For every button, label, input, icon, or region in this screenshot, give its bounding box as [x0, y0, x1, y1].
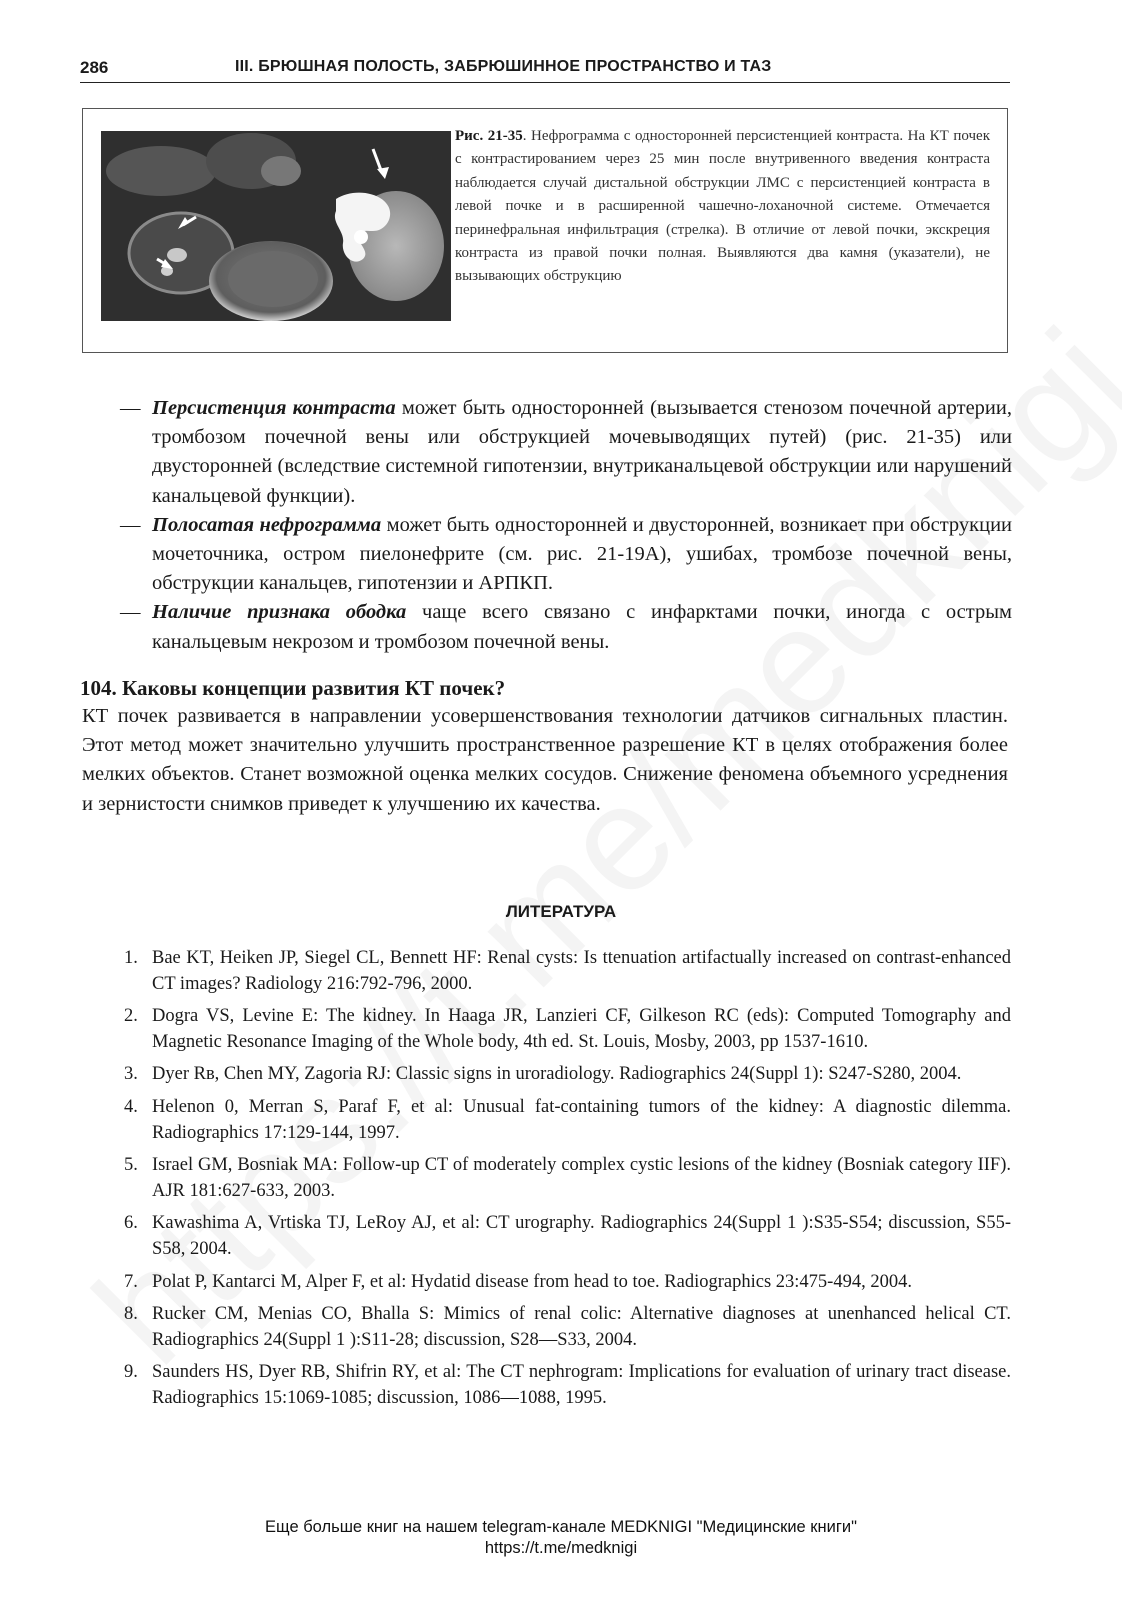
- question-title: 104. Каковы концепции развития КТ почек?: [80, 676, 506, 700]
- reference-number: 6.: [124, 1213, 138, 1234]
- reference-number: 8.: [124, 1304, 138, 1325]
- reference-number: 2.: [124, 1006, 138, 1027]
- bullet-term: Наличие признака ободка: [152, 601, 407, 624]
- reference-item: [118, 1095, 1011, 1146]
- reference-text: Helenon 0, Merran S, Paraf F, et al: Unusual fat-containing tumors of the kidney: A diagnostic dilemma. Radiographics 17:129-144, 1997.: [152, 1096, 1011, 1143]
- bullet-term: Персистенция контраста: [152, 397, 396, 419]
- bullet-item: [120, 598, 1012, 656]
- footer-link[interactable]: https://t.me/medknigi: [484, 1539, 638, 1557]
- bullet-text: может быть односторонней (вызывается стенозом почечной артерии, тромбозом почечной вены или обструкцией мочевыводящих путей) (рис. 21-35) или двусторонней (вследствие системной гипотензии, внутриканальцевой обструкции или нарушений канальцевой функции).: [152, 397, 1012, 507]
- running-title: III. БРЮШНАЯ ПОЛОСТЬ, ЗАБРЮШИННОЕ ПРОСТРАНСТВО И ТАЗ: [235, 58, 772, 75]
- reference-item: [118, 1302, 1011, 1353]
- figure-caption: [455, 125, 990, 289]
- reference-text: Israel GM, Bosniak MA: Follow-up CT of moderately complex cystic lesions of the kidney (Bosniak category IIF). AJR 181:627-633, 2003.: [152, 1155, 1011, 1201]
- ct-kidney-image: [101, 131, 451, 321]
- reference-item: [118, 1211, 1011, 1262]
- reference-number: 4.: [124, 1096, 138, 1117]
- reference-text: Rucker CM, Menias CO, Bhalla S: Mimics of renal colic: Alternative diagnoses at unenhanced helical CT. Radiographics 24(Suppl 1 ):S11-28; discussion, S28—S33, 2004.: [152, 1304, 1011, 1350]
- reference-text: Polat P, Kantarci M, Alper F, et al: Hydatid disease from head to toe. Radiographics 23:475-494, 2004.: [152, 1271, 912, 1292]
- reference-text: Dyer Rв, Chen MY, Zagoria RJ: Classic signs in uroradiology. Radiographics 24(Suppl 1): S247-S280, 2004.: [152, 1064, 962, 1085]
- bullet-term: Полосатая нефрограмма: [152, 513, 382, 536]
- page-number: 286: [80, 58, 109, 77]
- footer-promo-text: Еще больше книг на нашем telegram-канале MEDKNIGI "Медицинские книги": [265, 1518, 857, 1536]
- figure-label: Рис. 21-35: [455, 128, 523, 144]
- bullet-text: может быть односторонней и двусторонней, возникает при обструкции мочеточника, остром пиелонефрите (см. рис. 21-19А), ушибах, тромбозе почечной вены, обструкции канальцев, гипотензии и АРПКП.: [152, 513, 1013, 595]
- reference-item: [118, 1062, 1011, 1088]
- reference-text: Dogra VS, Levine E: The kidney. In Haaga JR, Lanzieri CF, Gilkeson RC (eds): Computed Tomography and Magnetic Resonance Imaging of the Whole body, 4th ed. St. Louis, Mosby, 2003, pp 1537-1610.: [152, 1006, 1011, 1052]
- reference-number: 9.: [124, 1362, 138, 1383]
- bullet-item: [120, 511, 1012, 599]
- bullet-list: [120, 394, 1012, 657]
- bullet-text: чаще всего связано с инфарктами почки, иногда с острым канальцевым некрозом и тромбозом почечной вены.: [152, 601, 1012, 653]
- dash-icon: —: [120, 397, 141, 419]
- bullet-item: [120, 394, 1012, 511]
- reference-item: [118, 1153, 1011, 1204]
- reference-item: [118, 1270, 1011, 1296]
- reference-number: 3.: [124, 1064, 138, 1085]
- dash-icon: —: [120, 513, 141, 536]
- dash-icon: —: [120, 601, 141, 624]
- footer: [0, 1517, 1122, 1559]
- figure: [82, 108, 1008, 353]
- reference-list: [118, 946, 1011, 1419]
- reference-item: [118, 1360, 1011, 1411]
- reference-number: 1.: [124, 948, 138, 968]
- page-header: [80, 56, 1010, 83]
- reference-item: [118, 946, 1011, 997]
- reference-text: Saunders HS, Dyer RB, Shifrin RY, et al: The CT nephrogram: Implications for evaluation of urinary tract disease. Radiographics 15:1069-1085; discussion, 1086—1088, 1995.: [152, 1362, 1011, 1408]
- reference-number: 5.: [124, 1155, 138, 1176]
- reference-item: [118, 1004, 1011, 1055]
- ct-scan-illustration: [101, 131, 451, 321]
- question-answer: КТ почек развивается в направлении усовершенствования технологии датчиков сигнальных пластин. Этот метод может значительно улучшить пространственное разрешение КТ в целях отображения более мелких объектов. Станет возможной оценка мелких сосудов. Снижение феномена объемного усреднения и зернистости снимков приведет к улучшению их качества.: [82, 705, 1008, 815]
- reference-text: Kawashima A, Vrtiska TJ, LeRoy AJ, et al: CT urography. Radiographics 24(Suppl 1 ):S35-S54; discussion, S55-S58, 2004.: [152, 1213, 1011, 1259]
- literature-title: ЛИТЕРАТУРА: [505, 902, 617, 921]
- reference-text: Bae KT, Heiken JP, Siegel CL, Bennett HF: Renal cysts: Is ttenuation artifactually increased on contrast-enhanced CT images? Radiology 216:792-796, 2000.: [152, 948, 1011, 994]
- figure-caption-text: . Нефрограмма с односторонней персистенцией контраста. На КТ почек с контрастированием через 25 мин после внутривенного введения контраста наблюдается случай дистальной обструкции ЛМС с персистенцией контраста в левой почке и в расширенной чашечно-лоханочной системе. Отмечается перинефральная инфильтрация (стрелка). В отличие от левой почки, экскреция контраста из правой почки полная. Выявляются два камня (указатели), не вызывающих обструкцию: [455, 128, 990, 285]
- reference-number: 7.: [124, 1271, 138, 1292]
